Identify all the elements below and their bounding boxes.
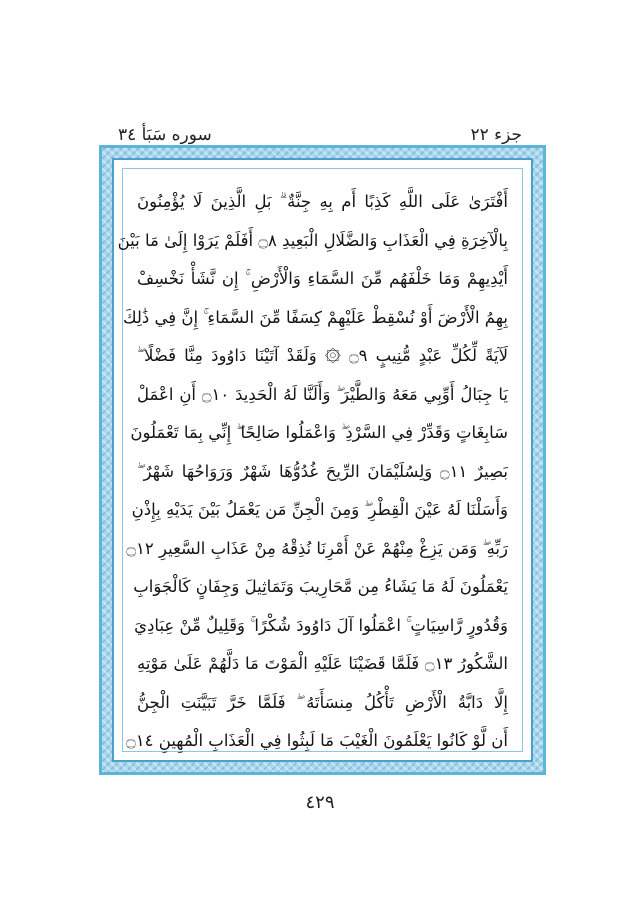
text-line-15: أَن لَّوْ كَانُوا يَعْلَمُونَ الْغَيْبَ مَا لَبِثُوا فِي الْعَذَابِ الْمُهِينِ ۝١٤ <box>126 731 508 750</box>
text-line-8: بَصِيرٌ ۝١١ وَلِسُلَيْمَانَ الرِّيحَ غُدُوُّهَا شَهْرٌ وَرَوَاحُهَا شَهْرٌ ۖ <box>137 461 508 481</box>
frame-inner-edge <box>112 158 533 762</box>
text-line-3: أَيْدِيهِمْ وَمَا خَلْفَهُم مِّنَ السَّمَاءِ وَالْأَرْضِ ۚ إِن نَّشَأْ نَخْسِفْ <box>137 269 508 288</box>
text-line-1: أَفْتَرَىٰ عَلَى اللَّهِ كَذِبًا أَم بِهِ جِنَّةٌ ۗ بَلِ الَّذِينَ لَا يُؤْمِنُونَ <box>137 192 508 211</box>
text-line-2: بِالْآخِرَةِ فِي الْعَذَابِ وَالضَّلَالِ الْبَعِيدِ ۝٨ أَفَلَمْ يَرَوْا إِلَىٰ مَا بَيْنَ <box>117 230 508 250</box>
text-line-14: إِلَّا دَابَّةُ الْأَرْضِ تَأْكُلُ مِنسَأَتَهُ ۖ فَلَمَّا خَرَّ تَبَيَّنَتِ الْجِنُّ <box>137 692 508 712</box>
page-number: ٤٢٩ <box>305 792 335 813</box>
text-line-11: يَعْمَلُونَ لَهُ مَا يَشَاءُ مِن مَّحَارِيبَ وَتَمَاثِيلَ وَجِفَانٍ كَالْجَوَابِ <box>133 577 508 596</box>
quran-text-panel <box>117 168 523 752</box>
ornamental-border <box>99 145 546 775</box>
juz-label: جزء ٢٢ <box>470 125 522 145</box>
text-line-10: رَبِّهِ ۖ وَمَن يَزِغْ مِنْهُمْ عَنْ أَمْرِنَا نُذِقْهُ مِنْ عَذَابِ السَّعِيرِ ۝١٢ <box>126 538 508 558</box>
text-line-13: الشَّكُورُ ۝١٣ فَلَمَّا قَضَيْنَا عَلَيْهِ الْمَوْتَ مَا دَلَّهُمْ عَلَىٰ مَوْتِهِ <box>137 654 508 673</box>
surah-label: سوره سَبَأ ٣٤ <box>118 125 212 145</box>
text-line-6: يَا جِبَالُ أَوِّبِي مَعَهُ وَالطَّيْرَ ۖ وَأَلَنَّا لَهُ الْحَدِيدَ ۝١٠ أَنِ اعْمَلْ <box>137 384 509 404</box>
text-line-12: وَقُدُورٍ رَّاسِيَاتٍ ۚ اعْمَلُوا آلَ دَاوُودَ شُكْرًا ۚ وَقَلِيلٌ مِّنْ عِبَادِيَ <box>134 615 508 635</box>
text-line-7: سَابِغَاتٍ وَقَدِّرْ فِي السَّرْدِ ۖ وَاعْمَلُوا صَالِحًا ۖ إِنِّي بِمَا تَعْمَلُونَ <box>130 423 508 442</box>
text-line-4: بِهِمُ الْأَرْضَ أَوْ نُسْقِطْ عَلَيْهِمْ كِسَفًا مِّنَ السَّمَاءِ ۚ إِنَّ فِي ذَٰلِكَ <box>122 307 508 327</box>
text-line-5: لَآيَةً لِّكُلِّ عَبْدٍ مُّنِيبٍ ۝٩ ۞ وَلَقَدْ آتَيْنَا دَاوُودَ مِنَّا فَضْلًا ۖ <box>137 346 508 365</box>
text-line-9: وَأَسَلْنَا لَهُ عَيْنَ الْقِطْرِ ۖ وَمِنَ الْجِنِّ مَن يَعْمَلُ بَيْنَ يَدَيْهِ بِإِذْنِ <box>131 500 508 519</box>
